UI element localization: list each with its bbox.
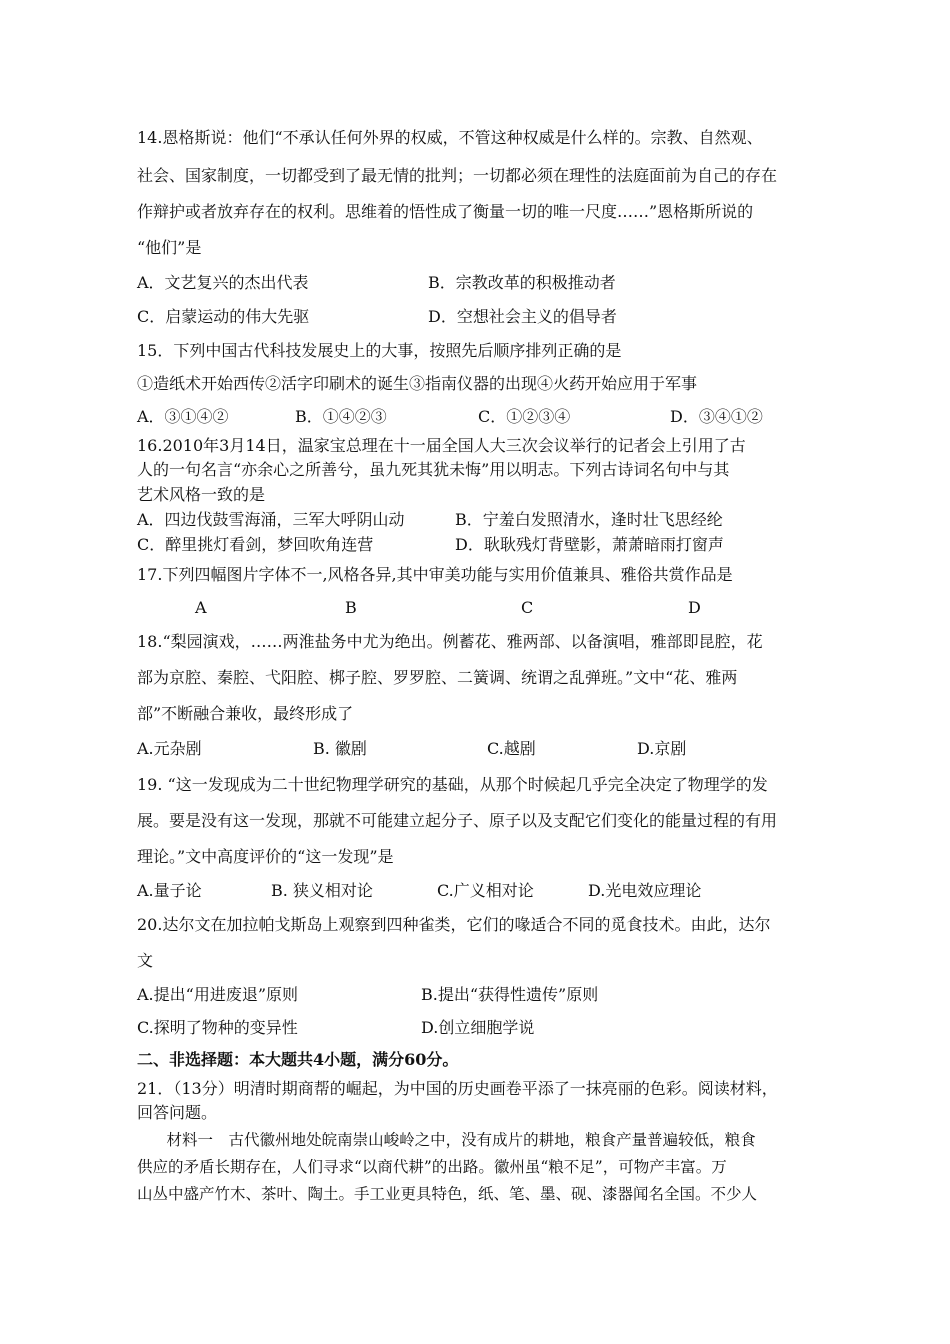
q17-label-a: A [195, 598, 207, 617]
q17-label-c: C [521, 598, 534, 617]
q21-material-line-3: 山丛中盛产竹木、茶叶、陶土。手工业更具特色，纸、笔、墨、砚、漆器闻名全国。不少人 [137, 1185, 758, 1203]
q14-option-a: A．文艺复兴的杰出代表 [137, 273, 309, 292]
q19-line-3: 理论。”文中高度评价的“这一发现”是 [137, 847, 394, 866]
q15-option-d: D．③④①② [670, 407, 763, 426]
q16-line-2: 人的一句名言“亦余心之所善兮，虽九死其犹未悔”用以明志。下列古诗词名句中与其 [137, 460, 730, 479]
q18-option-a: A.元杂剧 [137, 739, 202, 758]
q18-line-1: 18.“梨园演戏，……两淮盐务中尤为绝出。例蓄花、雅两部、以备演唱，雅部即昆腔，花 [137, 632, 763, 651]
q15-option-c: C．①②③④ [478, 407, 571, 426]
q19-option-b: B. 狭义相对论 [271, 881, 373, 900]
q17-stem: 17.下列四幅图片字体不一,风格各异,其中审美功能与实用价值兼具、雅俗共赏作品是 [137, 565, 733, 584]
q19-option-c: C.广义相对论 [437, 881, 534, 900]
q21-line-2: 回答问题。 [137, 1103, 218, 1122]
q14-option-d: D．空想社会主义的倡导者 [428, 307, 617, 326]
q18-option-d: D.京剧 [637, 739, 687, 758]
q16-option-d: D．耿耿残灯背壁影，萧萧暗雨打窗声 [455, 535, 724, 554]
q14-line-2: 社会、国家制度，一切都受到了最无情的批判；一切都必须在理性的法庭面前为自己的存在 [137, 166, 778, 185]
q14-line-4: “他们”是 [137, 238, 202, 257]
q15-items: ①造纸术开始西传②活字印刷术的诞生③指南仪器的出现④火药开始应用于军事 [137, 374, 698, 393]
q19-line-1: 19. “这一发现成为二十世纪物理学研究的基础，从那个时候起几乎完全决定了物理学的发 [137, 775, 768, 794]
q16-option-a: A．四边伐鼓雪海涌，三军大呼阴山动 [137, 510, 405, 529]
q20-line-1: 20.达尔文在加拉帕戈斯岛上观察到四种雀类，它们的喙适合不同的觅食技术。由此，达尔 [137, 915, 771, 934]
q15-option-b: B．①④②③ [295, 407, 387, 426]
section-heading: 二、非选择题：本大题共4小题，满分60分。 [137, 1050, 459, 1069]
q21-material-line-1: 材料一 古代徽州地处皖南崇山峻岭之中，没有成片的耕地，粮食产量普遍较低，粮食 [137, 1131, 756, 1149]
q14-line-3: 作辩护或者放弃存在的权利。思维着的悟性成了衡量一切的唯一尺度……”恩格斯所说的 [137, 202, 754, 221]
q20-line-2: 文 [137, 951, 154, 970]
q19-option-a: A.量子论 [137, 881, 202, 900]
q16-option-b: B．宁羞白发照清水，逢时壮飞思经纶 [455, 510, 723, 529]
q14-line-1: 14.恩格斯说：他们“不承认任何外界的权威，不管这种权威是什么样的。宗教、自然观、 [137, 128, 763, 147]
q14-option-b: B．宗教改革的积极推动者 [428, 273, 616, 292]
q15-option-a: A．③①④② [137, 407, 229, 426]
q19-option-d: D.光电效应理论 [588, 881, 702, 900]
q18-option-b: B. 徽剧 [313, 739, 367, 758]
q16-option-c: C．醉里挑灯看剑，梦回吹角连营 [137, 535, 374, 554]
q15-stem: 15．下列中国古代科技发展史上的大事，按照先后顺序排列正确的是 [137, 341, 622, 360]
q21-line-1: 21．（13分）明清时期商帮的崛起，为中国的历史画卷平添了一抹亮丽的色彩。阅读材料， [137, 1079, 778, 1098]
q20-option-b: B.提出“获得性遗传”原则 [421, 985, 599, 1004]
q18-line-3: 部”不断融合兼收，最终形成了 [137, 704, 354, 723]
q21-material-line-2: 供应的矛盾长期存在，人们寻求“以商代耕”的出路。徽州虽“粮不足”，可物产丰富。万 [137, 1158, 727, 1176]
q20-option-c: C.探明了物种的变异性 [137, 1018, 298, 1037]
q20-option-a: A.提出“用进废退”原则 [137, 985, 299, 1004]
q17-label-d: D [688, 598, 701, 617]
q19-line-2: 展。要是没有这一发现，那就不可能建立起分子、原子以及支配它们变化的能量过程的有用 [137, 811, 778, 830]
q14-option-c: C．启蒙运动的伟大先驱 [137, 307, 310, 326]
q20-option-d: D.创立细胞学说 [421, 1018, 535, 1037]
q16-line-3: 艺术风格一致的是 [137, 485, 266, 504]
q17-label-b: B [345, 598, 357, 617]
q18-line-2: 部为京腔、秦腔、弋阳腔、梆子腔、罗罗腔、二簧调、统谓之乱弹班。”文中“花、雅两 [137, 668, 738, 687]
q16-line-1: 16.2010年3月14日，温家宝总理在十一届全国人大三次会议举行的记者会上引用了古 [137, 436, 746, 455]
q18-option-c: C.越剧 [487, 739, 536, 758]
